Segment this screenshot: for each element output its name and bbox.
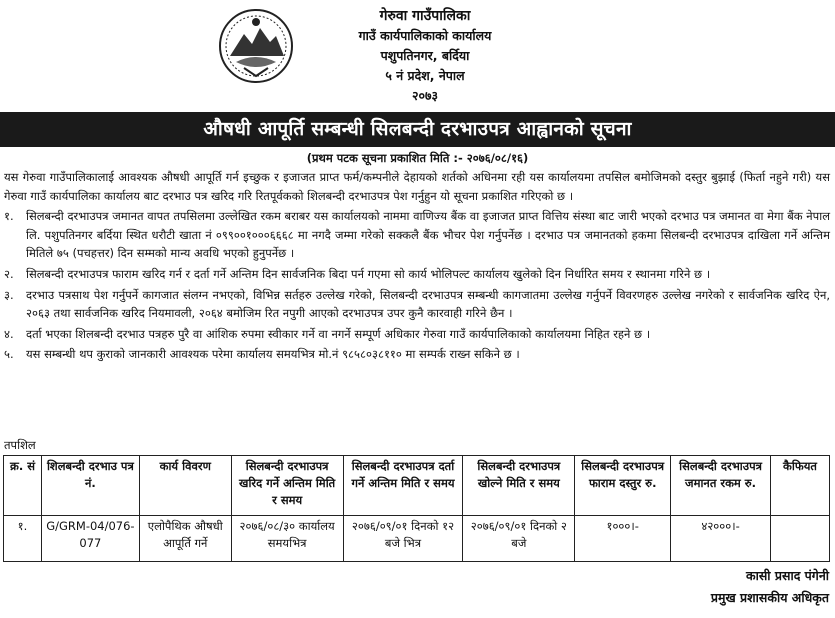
clause-number: ३. <box>4 287 14 302</box>
col-header-opening: सिलबन्दी दरभाउपत्र खोल्ने मिति र समय <box>463 456 575 516</box>
clause-item <box>4 286 830 323</box>
clause-number: १. <box>4 209 14 224</box>
clause-text: दरभाउ पत्रसाथ पेश गर्नुपर्ने कागजात संलग्न नभएको, विभिन्न सर्तहरु उल्लेख गरेको, सिलबन्दी दरभाउपत्र सम्बन्धी कागजातमा उल्लेख गर्नुपर्ने विवरणहरु उल्लेख नगरेको र सार्वजनिक खरिद ऐन, २०६३ तथा सार्वजनिक खरिद नियमावली, २०६४ बमोजिम रित नपुगी आएको दरभाउपत्र उपर कुनै कारवाही गरिने छैन । <box>26 287 830 321</box>
col-header-sn: क्र. सं <box>4 456 42 516</box>
signoff-block <box>711 565 829 609</box>
col-header-bid-security: सिलबन्दी दरभाउपत्र जमानत रकम रु. <box>671 456 771 516</box>
signatory-name: कासी प्रसाद पंगेनी <box>746 568 829 583</box>
cell-bid-no: G/GRM-04/076-077 <box>41 516 139 562</box>
publication-date: (प्रथम पटक सूचना प्रकाशित मिति :- २०७६/०८/१६) <box>306 151 529 165</box>
intro-paragraph: यस गेरुवा गाउँपालिकालाई आवश्यक औषधी आपूर्ति गर्न इच्छुक र इजाजत प्राप्त फर्म/कम्पनीले देहायको शर्तको अधिनमा रही यस कार्यालयमा तपसिल बमोजिमको दस्तुर बुझाई (फिर्ता नहुने गरी) यस गेरुवा गाउँ कार्यपालिका कार्यालय बाट दरभाउ पत्र खरिद गरि रितपूर्वकको शिलबन्दी दरभाउपत्र पेश गर्नुहुन यो सूचना प्रकाशित गरिएको छ । <box>4 170 830 203</box>
office-location: पशुपतिनगर, बर्दिया <box>380 48 470 63</box>
cell-opening: २०७६/०९/०१ दिनको २ बजे <box>463 516 575 562</box>
cell-sn: १. <box>4 516 42 562</box>
col-header-form-fee: सिलबन्दी दरभाउपत्र फाराम दस्तुर रु. <box>575 456 671 516</box>
clause-text: सिलबन्दी दरभाउपत्र फाराम खरिद गर्न र दर्ता गर्ने अन्तिम दिन सार्वजनिक बिदा पर्न गएमा सो कार्य भोलिपल्ट कार्यालय खुलेको दिन निर्धारित समय र स्थानमा गरिने छ । <box>26 266 711 281</box>
col-header-purchase-deadline: सिलबन्दी दरभाउपत्र खरिद गर्ने अन्तिम मिति र समय <box>231 456 343 516</box>
cell-form-fee: १०००।- <box>575 516 671 562</box>
clause-number: २. <box>4 266 14 281</box>
notice-body <box>4 168 830 364</box>
table-header-row <box>4 456 830 516</box>
clause-number: ४. <box>4 326 14 341</box>
office-block <box>310 6 540 106</box>
clause-text: यस सम्बन्धी थप कुराको जानकारी आवश्यक परेमा कार्यालय समयभित्र मो.नं ९८५८०३८११० मा सम्पर्क राख्न सकिने छ । <box>26 347 520 362</box>
cell-purchase-deadline: २०७६/०८/३० कार्यालय समयभित्र <box>231 516 343 562</box>
clause-item <box>4 325 830 344</box>
cell-description: एलोपैथिक औषधी आपूर्ति गर्ने <box>139 516 231 562</box>
col-header-remarks: कैफियत <box>770 456 829 516</box>
office-year: २०७३ <box>411 88 438 103</box>
cell-remarks <box>770 516 829 562</box>
table-row <box>4 516 830 562</box>
schedule-label: तपशिल <box>4 438 36 452</box>
cell-registration-deadline: २०७६/०९/०१ दिनको १२ बजे भित्र <box>343 516 463 562</box>
nepal-emblem-icon <box>218 8 294 84</box>
clause-item <box>4 345 830 364</box>
office-name: गाउँ कार्यपालिकाको कार्यालय <box>358 28 492 43</box>
col-header-bid-no: शिलबन्दी दरभाउ पत्र नं. <box>41 456 139 516</box>
clause-text: सिलबन्दी दरभाउपत्र जमानत वापत तपसिलमा उल्लेखित रकम बराबर यस कार्यालयको नाममा वाणिज्य बैंक वा इजाजत प्राप्त वित्तिय संस्था बाट जारी भएको दरभाउ पत्र जमानत वा मेगा बैंक नेपाल लि. पशुपतिनगर बर्दिया स्थित धरौटी खाता नं ०९९००१०००६६६८ मा नगदै जम्मा गरेको सक्कलै बैंक भौचर पेश गर्नुपर्नेछ । दरभाउ पत्र जमानतको हकमा सिलबन्दी दरभाउपत्र दाखिला गर्ने अन्तिम मितिले ७५ (पचहत्तर) दिन सम्मको मान्य अवधि भएको हुनुपर्नेछ । <box>26 209 830 261</box>
col-header-registration-deadline: सिलबन्दी दरभाउपत्र दर्ता गर्ने अन्तिम मिति र समय <box>343 456 463 516</box>
office-province: ५ नं प्रदेश, नेपाल <box>385 68 465 83</box>
signatory-title: प्रमुख प्रशासकीय अधिकृत <box>710 590 829 605</box>
cell-bid-security: ४२०००।- <box>671 516 771 562</box>
clause-item <box>4 265 830 284</box>
notice-title-banner: औषधी आपूर्ति सम्बन्धी सिलबन्दी दरभाउपत्र आह्वानको सूचना <box>0 112 835 147</box>
org-name: गेरुवा गाउँपालिका <box>379 8 471 24</box>
clause-number: ५. <box>4 347 14 362</box>
bid-schedule-table <box>3 455 830 562</box>
col-header-description: कार्य विवरण <box>139 456 231 516</box>
clause-item <box>4 207 830 263</box>
clause-text: दर्ता भएका शिलबन्दी दरभाउ पत्रहरु पुरै वा आंशिक रुपमा स्वीकार गर्ने वा नगर्ने सम्पूर्ण अधिकार गेरुवा गाउँ कार्यपालिकाको कार्यालयमा निहित रहने छ । <box>26 326 651 341</box>
notice-header <box>0 0 835 112</box>
